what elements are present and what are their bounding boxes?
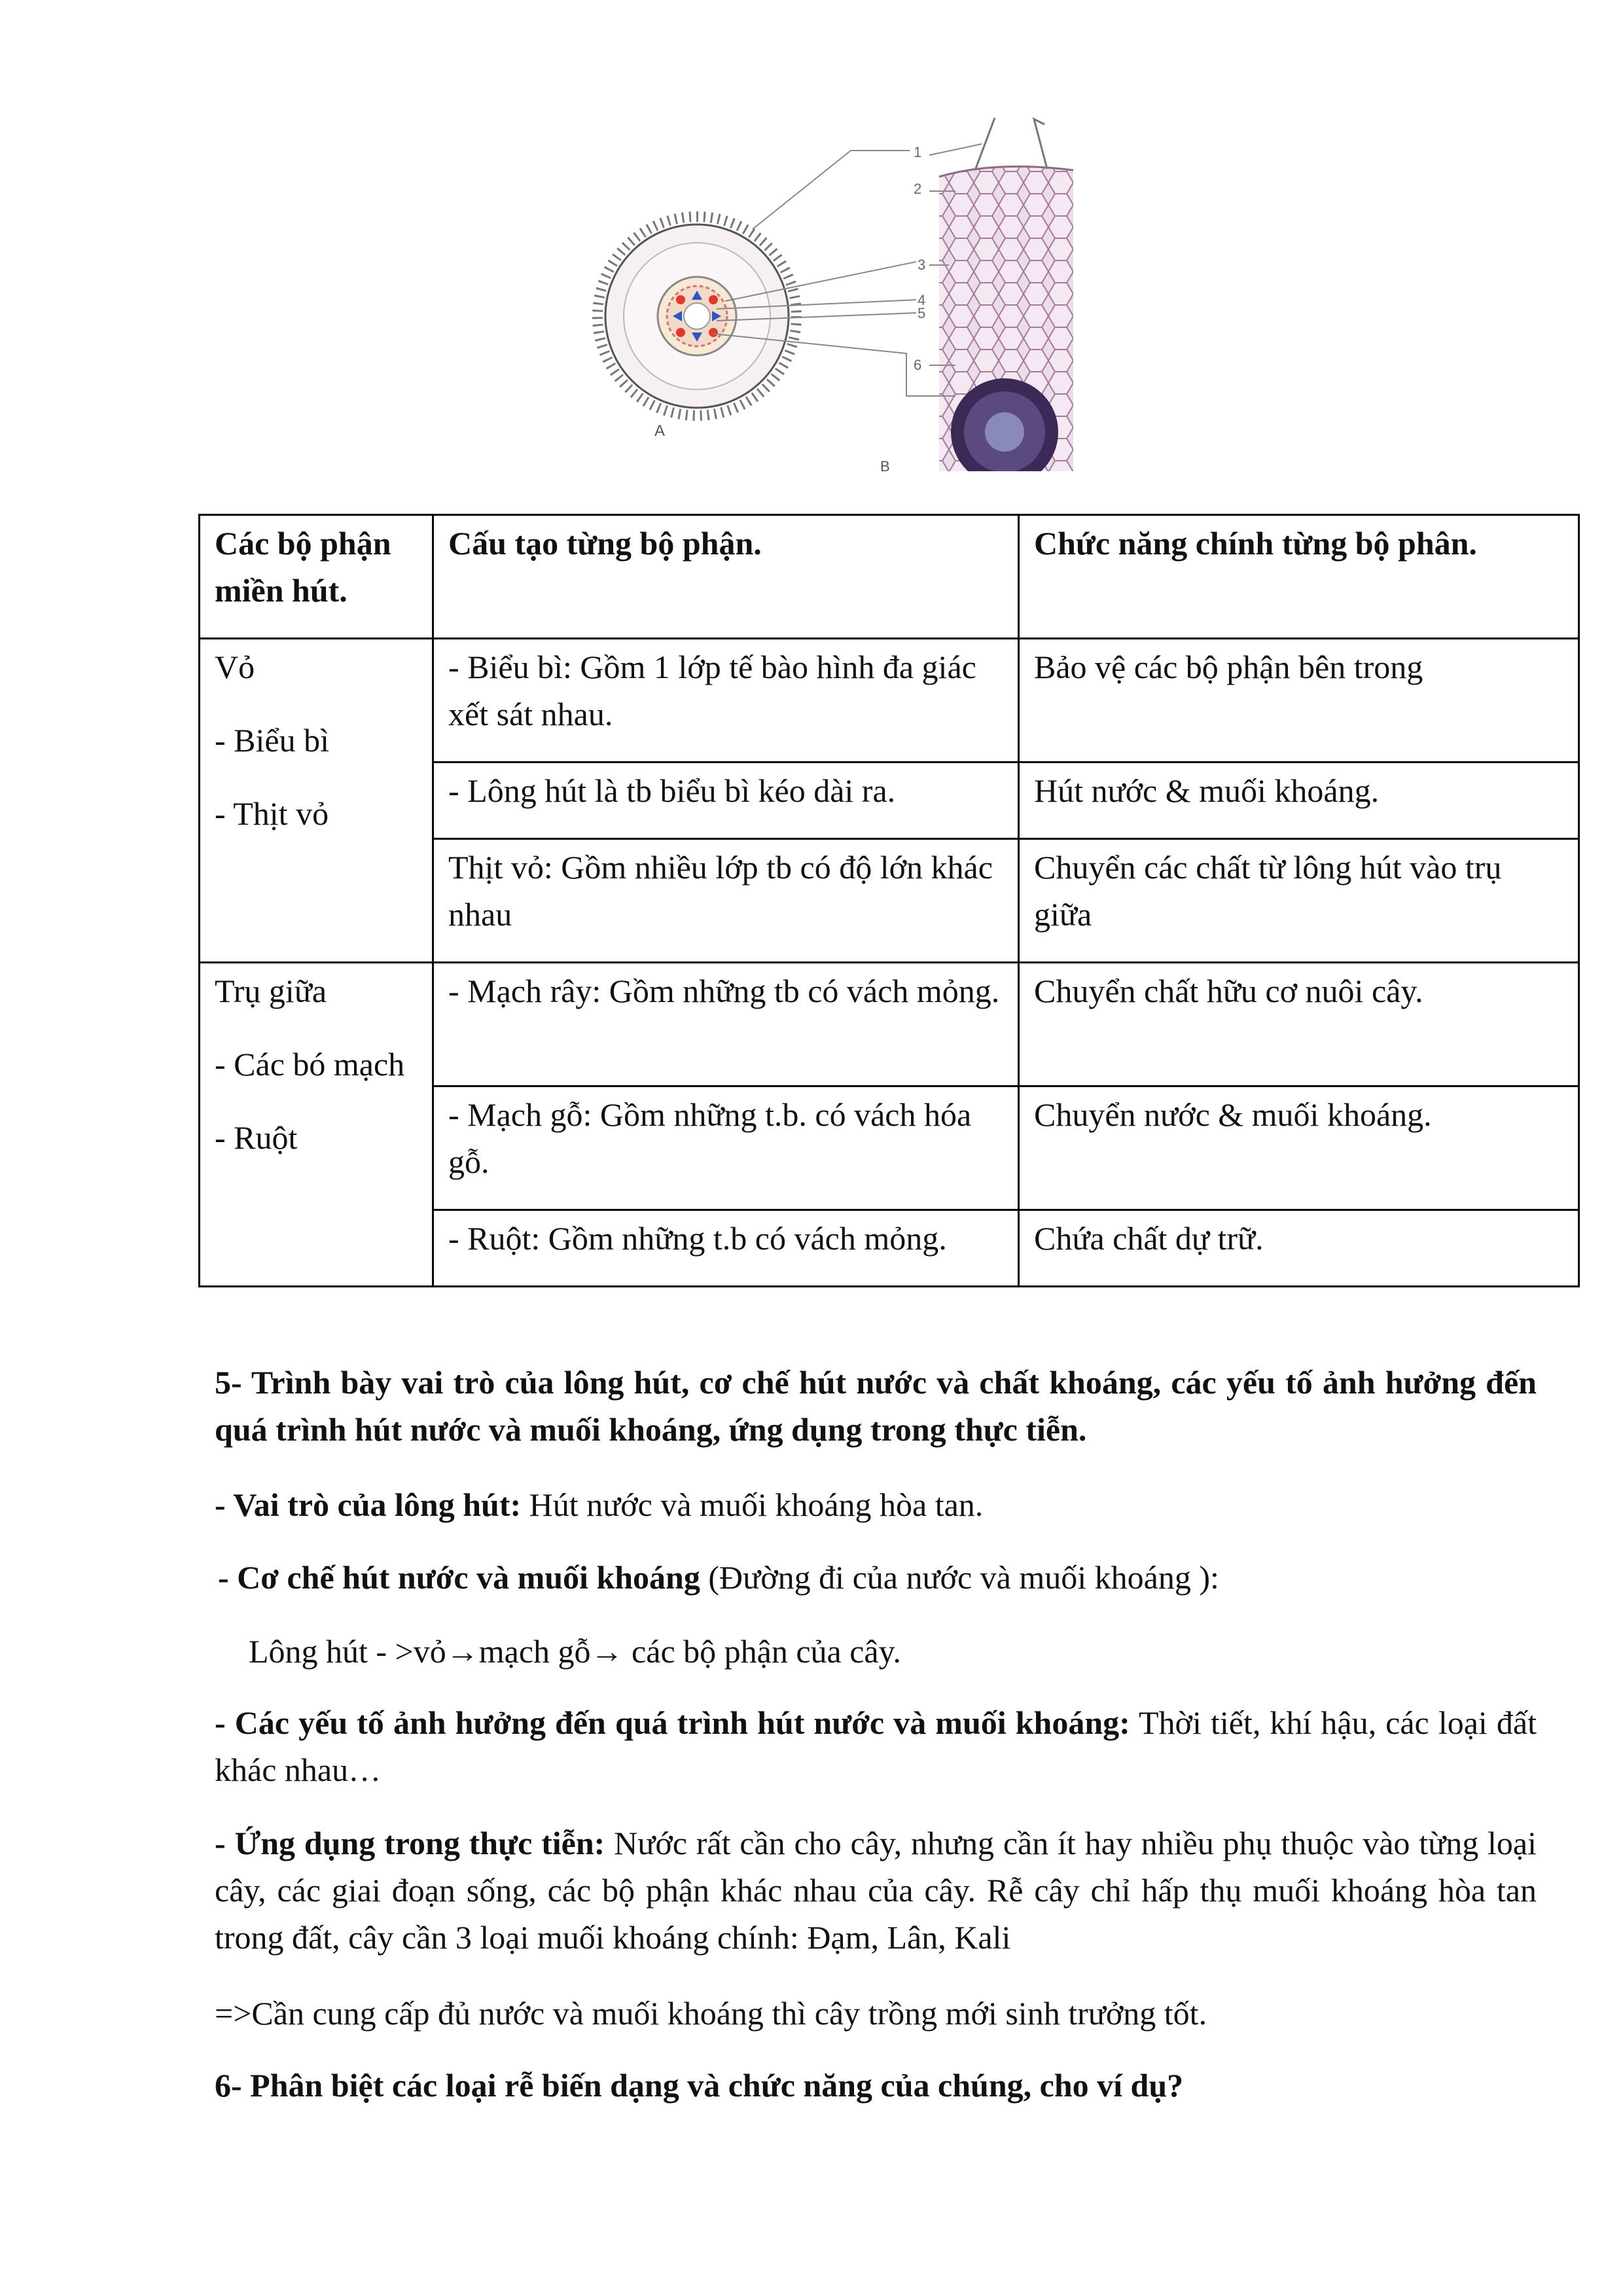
function-cell: Chứa chất dự trữ.	[1019, 1210, 1579, 1287]
table-row	[200, 963, 1579, 1086]
q5-role	[215, 1481, 1537, 1528]
table-row	[200, 639, 1579, 762]
figure-number-5: 5	[918, 305, 926, 321]
q5-app-label: - Ứng dụng trong thực tiễn:	[215, 1825, 605, 1861]
q5-mech-label: - Cơ chế hút nước và muối khoáng	[218, 1559, 700, 1596]
group-stele-sub2: - Ruột	[215, 1119, 298, 1156]
q5-factor-label: - Các yếu tố ảnh hưởng đến quá trình hút nước và muối khoáng:	[215, 1704, 1130, 1741]
function-cell: Hút nước & muối khoáng.	[1019, 762, 1579, 839]
group-cortex	[200, 639, 433, 963]
table-header-row	[200, 515, 1579, 639]
q6-heading: 6- Phân biệt các loại rễ biến dạng và chức năng của chúng, cho ví dụ?	[215, 2067, 1184, 2104]
root-parts-table	[198, 514, 1580, 1287]
group-stele-sub1: - Các bó mạch	[215, 1046, 405, 1083]
q5-conclusion: =>Cần cung cấp đủ nước và muối khoáng thì cây trồng mới sinh trưởng tốt.	[215, 1995, 1207, 2032]
function-cell: Chuyển các chất từ lông hút vào trụ giữa	[1019, 839, 1579, 963]
group-cortex-title: Vỏ	[215, 649, 255, 685]
header-function: Chức năng chính từng bộ phân.	[1019, 515, 1579, 639]
q5-factors	[215, 1699, 1537, 1793]
q5-mech-text: (Đường đi của nước và muối khoáng ):	[700, 1559, 1219, 1596]
header-parts: Các bộ phận miền hút.	[200, 515, 433, 639]
group-cortex-sub2: - Thịt vỏ	[215, 795, 329, 832]
q5-application	[215, 1820, 1537, 1961]
figure-number-6: 6	[914, 357, 922, 373]
label-a: A	[654, 422, 666, 440]
function-cell: Bảo vệ các bộ phận bên trong	[1019, 639, 1579, 762]
root-cross-section-diagram	[576, 105, 1099, 478]
q5-heading: 5- Trình bày vai trò của lông hút, cơ chế hút nước và chất khoáng, các yếu tố ảnh hưởng đến quá trình hút nước và muối khoáng, ứng dụng trong thực tiễn.	[215, 1364, 1537, 1448]
q5-role-text: Hút nước và muối khoáng hòa tan.	[521, 1486, 984, 1523]
figure-number-4: 4	[918, 292, 926, 308]
group-stele	[200, 963, 433, 1287]
structure-cell: - Biểu bì: Gồm 1 lớp tế bào hình đa giác xết sát nhau.	[433, 639, 1019, 762]
q5-role-label: - Vai trò của lông hút:	[215, 1486, 522, 1523]
header-structure: Cấu tạo từng bộ phận.	[433, 515, 1019, 639]
structure-cell: - Lông hút là tb biểu bì kéo dài ra.	[433, 762, 1019, 839]
structure-cell: - Mạch gỗ: Gồm những t.b. có vách hóa gỗ.	[433, 1086, 1019, 1210]
figure-number-2: 2	[914, 181, 922, 197]
label-b: B	[880, 458, 890, 475]
panel-a-cross-section	[597, 217, 796, 440]
figure-number-3: 3	[918, 257, 926, 273]
q5-path: Lông hút - >vỏ→mạch gỗ→ các bộ phận của cây.	[249, 1633, 901, 1670]
q5-mechanism	[218, 1554, 1540, 1601]
function-cell: Chuyển chất hữu cơ nuôi cây.	[1019, 963, 1579, 1086]
structure-cell: Thịt vỏ: Gồm nhiều lớp tb có độ lớn khác nhau	[433, 839, 1019, 963]
q5-factor-text: Thời tiết, khí hậu, các loại đất khác nhau…	[215, 1704, 1537, 1788]
group-stele-title: Trụ giữa	[215, 973, 327, 1009]
panel-b-root-column	[880, 118, 1077, 478]
structure-cell: - Ruột: Gồm những t.b có vách mỏng.	[433, 1210, 1019, 1287]
structure-cell: - Mạch rây: Gồm những tb có vách mỏng.	[433, 963, 1019, 1086]
group-cortex-sub1: - Biểu bì	[215, 722, 329, 759]
function-cell: Chuyển nước & muối khoáng.	[1019, 1086, 1579, 1210]
figure-number-1: 1	[914, 144, 922, 160]
figure-numbers	[914, 144, 925, 373]
q5-app-text: Nước rất cần cho cây, nhưng cần ít hay nhiều phụ thuộc vào từng loại cây, các giai đoạn sống, các bộ phận khác nhau của cây. Rễ cây chỉ hấp thụ muối khoáng hòa tan trong đất, cây cần 3 loại muối khoáng chính: Đạm, Lân, Kali	[215, 1825, 1537, 1956]
